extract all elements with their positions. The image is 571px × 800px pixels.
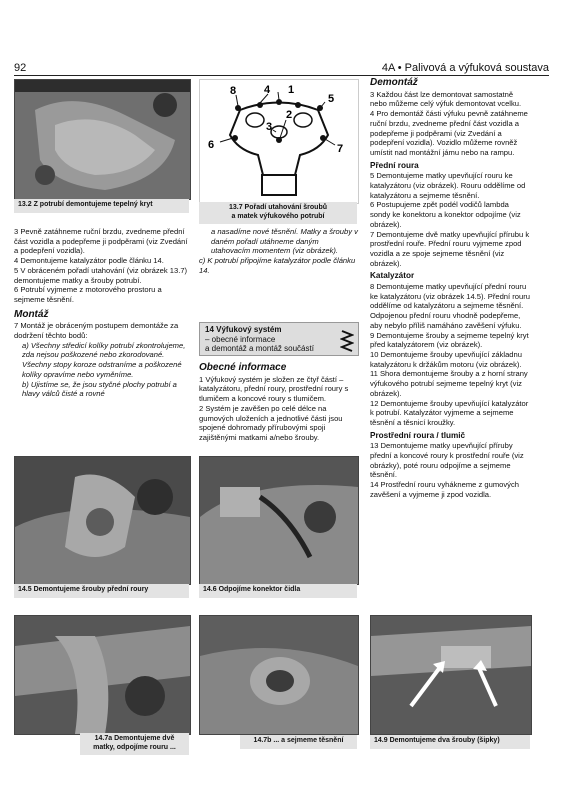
diagram-label-3: 3 bbox=[266, 121, 273, 133]
column-2-lower bbox=[199, 358, 359, 443]
heading-katalyzator: Katalyzátor bbox=[370, 271, 415, 281]
c3-para-4: 4 Pro demontáž části výfuku pevně zatáhneme ruční brzdu, zvedneme přední část vozidla a podepřeme ji podpěrami (viz Zvedání a podepření vozidla). Vozidlo můžeme rovněž umístit nad montážní jámu nebo na rampu. bbox=[370, 109, 528, 157]
photo-14-5 bbox=[14, 456, 191, 585]
diagram-label-2: 2 bbox=[286, 109, 293, 121]
photo-14-7a bbox=[14, 615, 191, 735]
c3-para-7: 7 Demontujeme dvě matky upevňující přírubu k prostřední rouře. Přední rouru vyjmeme zpod vozidla a ze spoje sejmeme těsnění (viz obrázek). bbox=[370, 229, 530, 268]
diagram-label-1: 1 bbox=[288, 84, 295, 96]
caption-14-9: 14.9 Demontujeme dva šrouby (šipky) bbox=[370, 735, 530, 749]
c3-para-11: 11 Shora demontujeme šrouby a z horní strany výfukového potrubí sejmeme tepelný kryt (viz obrázek). bbox=[370, 369, 528, 398]
para-1: 1 Výfukový systém je složen ze čtyř částí – katalyzátoru, přední roury, prostřední roury s tlumičem a koncové roury s tlumičem. bbox=[199, 374, 349, 404]
caption-14-7a-line2: matky, odpojíme rouru ... bbox=[93, 743, 176, 751]
caption-13-2: 13.2 Z potrubí demontujeme tepelný kryt bbox=[14, 199, 189, 213]
photo-13-2 bbox=[14, 79, 191, 200]
header-rule bbox=[14, 75, 549, 76]
column-2 bbox=[199, 227, 359, 276]
photo-14-9 bbox=[370, 615, 532, 735]
diagram-label-5: 5 bbox=[328, 93, 335, 105]
box-title: 14 Výfukový systém bbox=[205, 325, 282, 334]
diagram-13-7 bbox=[199, 79, 359, 204]
para-2: 2 Systém je zavěšen po celé délce na gumových uloženích a jednotlivé části jsou spojené dohromady přírubovými spoji zajištěnými matkami a/nebo šrouby. bbox=[199, 403, 343, 442]
para-cont: a nasadíme nové těsnění. Matky a šrouby v daném pořadí utáhneme daným utahovacím momentem (viz obrázek). bbox=[211, 227, 358, 256]
box-sub2: a demontáž a montáž součástí bbox=[205, 344, 314, 353]
section-box-14 bbox=[199, 322, 359, 356]
wrench-icon bbox=[340, 329, 354, 353]
diagram-label-4: 4 bbox=[264, 84, 271, 96]
c3-para-10: 10 Demontujeme šrouby upevňující základnu katalyzátoru k držákům motoru (viz obrázek). bbox=[370, 349, 522, 369]
section-title: 4A • Palivová a výfuková soustava bbox=[381, 62, 549, 74]
para-3: 3 Pevně zatáhneme ruční brzdu, zvedneme přední část vozidla a podepřeme ji podpěrami (viz Zvedání a podepření vozidla). bbox=[14, 227, 188, 256]
caption-14-7a-line1: 14.7a Demontujeme dvě bbox=[94, 735, 175, 742]
item-c: c) K potrubí připojíme katalyzátor podle článku 14. bbox=[199, 256, 356, 275]
c3-para-5: 5 Demontujeme matky upevňující rouru ke katalyzátoru (viz obrázek). Rouru oddělíme od katalyzátoru a sejmeme těsnění. bbox=[370, 171, 526, 200]
caption-13-7 bbox=[199, 202, 357, 224]
para-6: 6 Potrubí vyjmeme z motorového prostoru a sejmeme těsnění. bbox=[14, 285, 162, 304]
para-7: 7 Montáž je obráceným postupem demontáže za dodržení těchto bodů: bbox=[14, 321, 179, 341]
caption-14-7a bbox=[80, 733, 189, 755]
caption-14-6: 14.6 Odpojíme konektor čidla bbox=[199, 584, 357, 598]
c3-para-8: 8 Demontujeme matky upevňující přední rouru ke katalyzátoru (viz obrázek 14.5). Přední rouru oddělíme od katalyzátoru a sejmeme těsnění. Odpojenou přední rouru vhodně podepřeme, aby nebylo příliš namáháno zavěšení výfuku. bbox=[370, 282, 530, 330]
c3-para-9: 9 Demontujeme šrouby a sejmeme tepelný kryt před katalyzátorem (viz obrázek). bbox=[370, 330, 529, 350]
heading-montaz: Montáž bbox=[14, 308, 49, 320]
caption-14-7b: 14.7b ... a sejmeme těsnění bbox=[240, 735, 357, 749]
c3-para-6: 6 Postupujeme zpět podél vodičů lambda sondy ke konektoru a konektor odpojíme (viz obrázek). bbox=[370, 200, 521, 229]
diagram-label-8: 8 bbox=[230, 85, 237, 97]
box-sub1: – obecné informace bbox=[205, 334, 276, 344]
column-3 bbox=[370, 78, 530, 500]
para-5: 5 V obráceném pořadí utahování (viz obrázek 13.7) demontujeme matky a šrouby potrubí. bbox=[14, 265, 188, 285]
photo-14-7b bbox=[199, 615, 359, 735]
diagram-label-6: 6 bbox=[208, 139, 215, 151]
diagram-label-7: 7 bbox=[337, 143, 344, 155]
c3-para-13: 13 Demontujeme matky upevňující příruby přední a koncové roury k prostřední rouře (viz obrázky), poté rouru odpojíme a sejmeme těsnění. bbox=[370, 441, 524, 480]
column-1 bbox=[14, 227, 189, 399]
caption-13-7-line1: 13.7 Pořadí utahování šroubů bbox=[228, 204, 328, 211]
para-4: 4 Demontujeme katalyzátor podle článku 14. bbox=[14, 256, 164, 266]
heading-demontaz: Demontáž bbox=[370, 77, 418, 88]
caption-14-5: 14.5 Demontujeme šrouby přední roury bbox=[14, 584, 189, 598]
item-a: a) Všechny středicí kolíky potrubí zkontrolujeme, zda nejsou poškozené nebo zkorodované. Všechny stopy koroze odstraníme a poškozené kolíky opravíme nebo vyměníme. bbox=[22, 340, 186, 379]
c3-para-12: 12 Demontujeme šrouby upevňující katalyzátor k potrubí. Katalyzátor vyjmeme a sejmeme těsnění a těsnicí kroužky. bbox=[370, 398, 529, 427]
heading-prostredni-roura: Prostřední roura / tlumič bbox=[370, 430, 466, 440]
c3-para-3: 3 Každou část lze demontovat samostatně nebo můžeme celý výfuk demontovat vcelku. bbox=[370, 89, 522, 109]
heading-obecne: Obecné informace bbox=[199, 362, 287, 373]
heading-predni-roura: Přední roura bbox=[370, 160, 419, 170]
caption-13-7-line2: a matek výfukového potrubí bbox=[231, 212, 325, 220]
page-number: 92 bbox=[14, 62, 27, 74]
c3-para-14: 14 Prostřední rouru vyhákneme z gumových zavěšení a vyjmeme ji zpod vozidla. bbox=[370, 480, 519, 499]
item-b: b) Ujistíme se, že jsou styčné plochy potrubí a hlavy válců čisté a rovné bbox=[22, 379, 177, 399]
photo-14-6 bbox=[199, 456, 359, 585]
